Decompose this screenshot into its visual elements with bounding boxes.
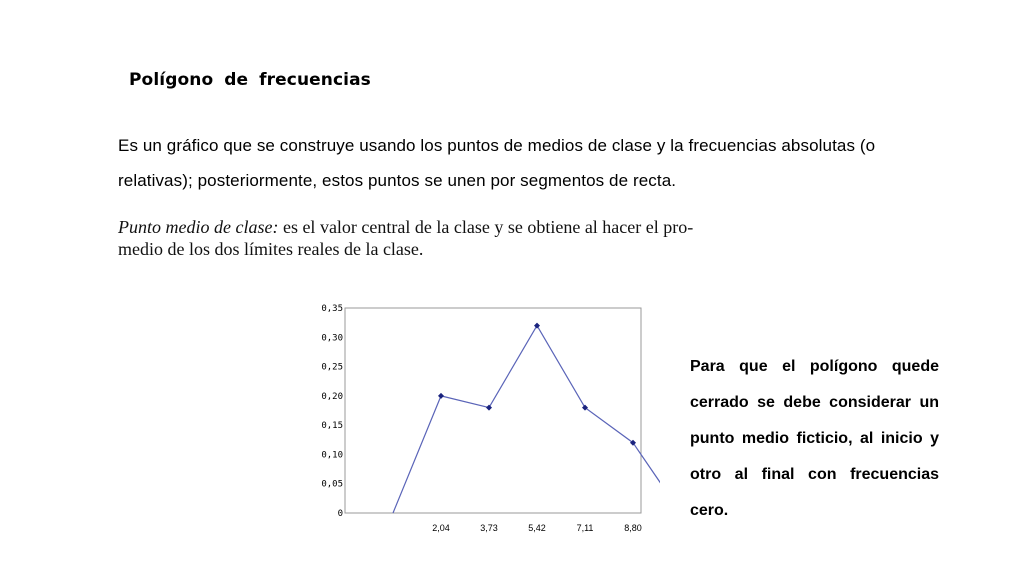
x-tick-label: 8,80 xyxy=(624,523,642,533)
slide-title: Polígono de frecuencias xyxy=(129,70,371,90)
x-axis-ticks xyxy=(432,523,642,533)
y-tick-label: 0,30 xyxy=(321,333,343,344)
x-tick-label: 5,42 xyxy=(528,523,546,533)
y-tick-label: 0 xyxy=(337,509,343,519)
intro-line-1: Es un gráfico que se construye usando los puntos de medios de clase y la frecuencias absolutas (o xyxy=(118,136,876,155)
y-tick-label: 0,05 xyxy=(321,479,343,490)
frequency-polygon-chart xyxy=(320,298,660,538)
y-tick-label: 0,10 xyxy=(321,450,343,461)
y-tick-label: 0,15 xyxy=(321,421,343,432)
y-axis-ticks xyxy=(321,304,343,519)
y-tick-label: 0,20 xyxy=(321,391,343,402)
plot-area xyxy=(345,308,641,513)
x-tick-label: 2,04 xyxy=(432,523,450,533)
definition-term: Punto medio de clase: xyxy=(118,217,279,237)
definition-block xyxy=(118,216,818,260)
side-note: Para que el polígono quede cerrado se debe considerar un punto medio ficticio, al inicio y otro al final con frecuencias cero. xyxy=(690,358,939,519)
y-tick-label: 0,25 xyxy=(321,362,343,373)
x-tick-label: 7,11 xyxy=(576,523,594,533)
definition-text-1: es el valor central de la clase y se obtiene al hacer el pro- xyxy=(278,217,694,237)
y-tick-label: 0,35 xyxy=(321,304,343,314)
intro-paragraph xyxy=(118,128,918,198)
definition-text-2: medio de los dos límites reales de la clase. xyxy=(118,239,424,259)
intro-line-2: relativas); posteriormente, estos puntos se unen por segmentos de recta. xyxy=(118,171,677,190)
x-tick-label: 3,73 xyxy=(480,523,498,533)
